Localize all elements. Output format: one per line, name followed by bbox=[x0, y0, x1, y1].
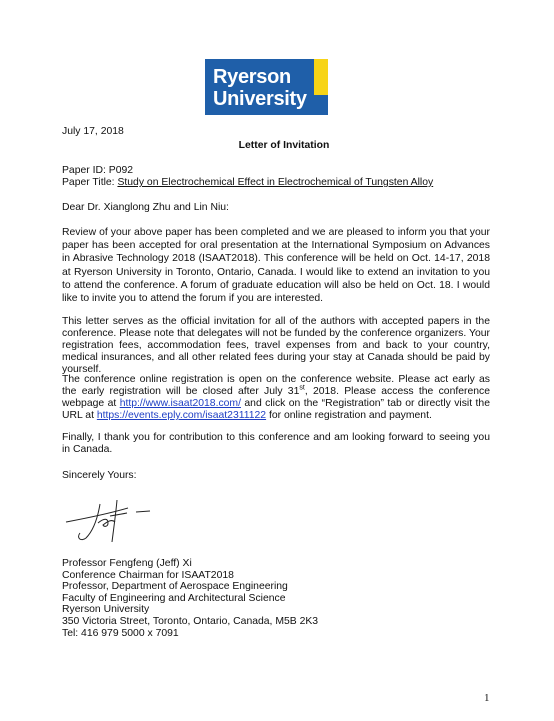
paper-title-prefix: Paper Title: bbox=[62, 177, 118, 188]
handwritten-signature bbox=[64, 496, 156, 548]
registration-text-d: for online registration and payment. bbox=[266, 410, 432, 421]
signer-role: Conference Chairman for ISAAT2018 bbox=[62, 569, 234, 581]
conference-website-link[interactable]: http://www.isaat2018.com/ bbox=[119, 398, 241, 409]
letter-date: July 17, 2018 bbox=[62, 126, 124, 137]
signer-address: 350 Victoria Street, Toronto, Ontario, Canada, M5B 2K3 bbox=[62, 615, 319, 627]
paper-title-text: Study on Electrochemical Effect in Electrochemical of Tungsten Alloy bbox=[117, 177, 434, 188]
paragraph-acceptance: Review of your above paper has been completed and we are pleased to inform you that your paper has been accepted for oral presentation at the International Symposium on Advances in Abrasive Technology 2018 (ISAAT2018). This conference will be held on Oct. 14-17, 2018 at Ryerson University in Toronto, Ontario, Canada. I would like to extend an invitation to you to attend the conference. A forum of graduate education will also be held on Oct. 18. I would like to invite you to attend the forum if you are interested. bbox=[62, 227, 490, 305]
registration-text-sup: st bbox=[299, 384, 305, 392]
paper-title-line bbox=[62, 177, 433, 190]
paragraph-registration bbox=[62, 374, 490, 422]
logo-word-university: University bbox=[213, 88, 307, 110]
signer-title: Professor, Department of Aerospace Engineering bbox=[62, 581, 288, 593]
paragraph-closing-thanks: Finally, I thank you for contribution to this conference and am looking forward to seeing you in Canada. bbox=[62, 432, 490, 455]
registration-url-link[interactable]: https://events.eply.com/isaat2311122 bbox=[96, 410, 267, 421]
salutation: Dear Dr. Xianglong Zhu and Lin Niu: bbox=[62, 202, 229, 213]
signer-phone: Tel: 416 979 5000 x 7091 bbox=[62, 627, 179, 639]
signer-name: Professor Fengfeng (Jeff) Xi bbox=[62, 558, 192, 569]
registration-text-b: , 2018. Please access the conference webpage at bbox=[62, 386, 490, 409]
paragraph-invitation: This letter serves as the official invitation for all of the authors with accepted papers in the conference. Please note that delegates will not be funded by the conference organizers. Your registration fees, accommodation fees, travel expenses from and back to your country, medical insurances, and all other related fees during your stay at Canada should be paid by yourself. bbox=[62, 316, 490, 375]
signer-university: Ryerson University bbox=[62, 604, 150, 616]
page-number: 1 bbox=[484, 692, 490, 704]
ryerson-university-logo bbox=[205, 59, 328, 115]
signature-block bbox=[62, 558, 318, 639]
closing-line: Sincerely Yours: bbox=[62, 470, 137, 481]
paper-id: Paper ID: P092 bbox=[62, 165, 134, 176]
logo-accent-bar bbox=[314, 59, 328, 95]
registration-text-c: and click on the “Registration” tab or directly visit the URL at bbox=[62, 398, 490, 421]
logo-word-ryerson: Ryerson bbox=[213, 66, 291, 88]
letter-heading bbox=[0, 140, 554, 153]
registration-text-a: The conference online registration is open on the conference website. Please act early as the early registration will be closed after July 31 bbox=[62, 374, 490, 397]
signer-faculty: Faculty of Engineering and Architectural Science bbox=[62, 592, 286, 604]
letter-heading-text: Letter of Invitation bbox=[238, 140, 330, 151]
